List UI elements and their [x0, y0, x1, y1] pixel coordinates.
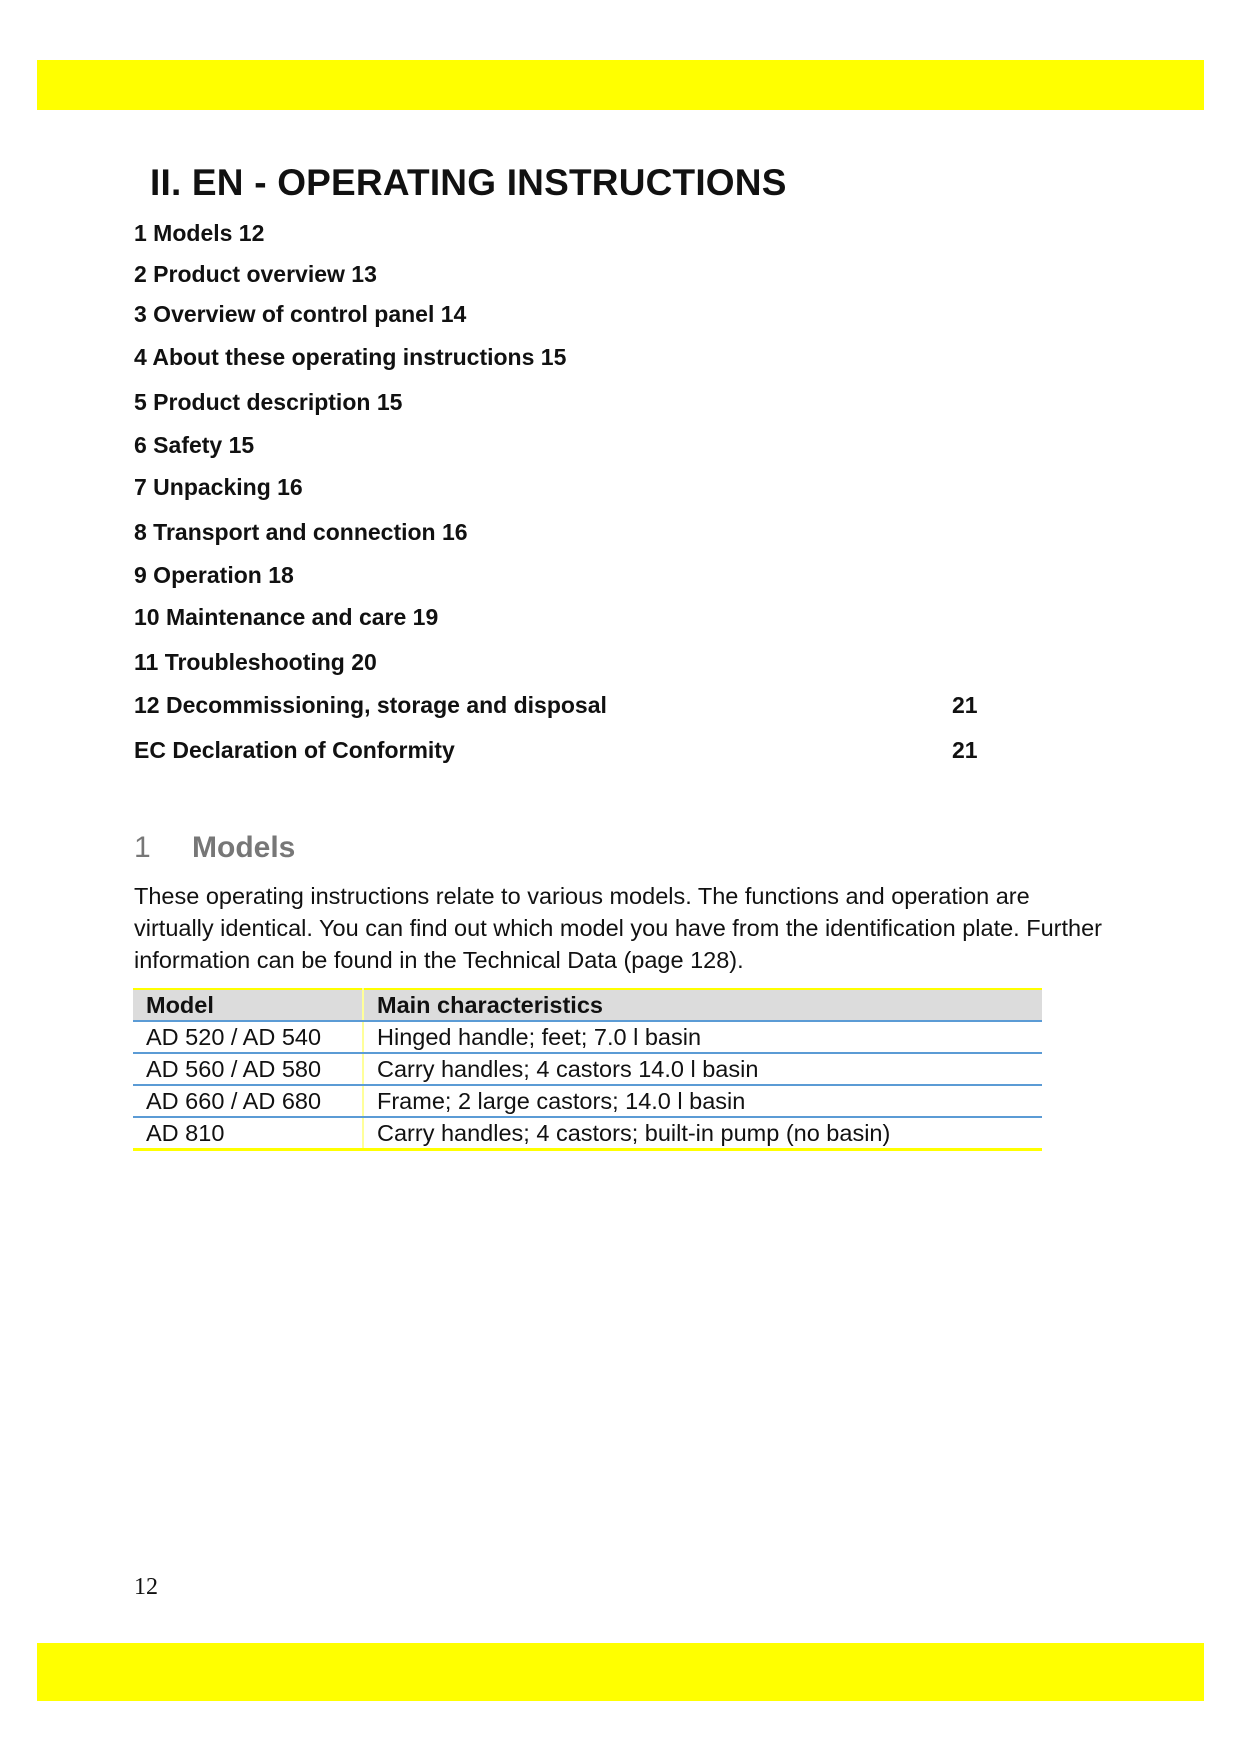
- table-cell-model: AD 560 / AD 580: [133, 1053, 363, 1085]
- toc-entry-text: 7 Unpacking 16: [134, 474, 303, 500]
- section-number: 1: [134, 831, 151, 864]
- toc-entry-text: 12 Decommissioning, storage and disposal: [134, 692, 607, 718]
- toc-entry-ec-declaration[interactable]: [134, 735, 1004, 765]
- toc-entry-text: 9 Operation 18: [134, 562, 294, 588]
- table-cell-characteristics: Carry handles; 4 castors; built-in pump (no basin): [363, 1117, 1042, 1150]
- page-number: 12: [134, 1574, 158, 1600]
- document-title: II. EN - OPERATING INSTRUCTIONS: [150, 162, 787, 203]
- toc-entry-text: 6 Safety 15: [134, 432, 255, 458]
- top-yellow-band: [37, 60, 1204, 110]
- toc-entry-page: 21: [952, 737, 978, 763]
- toc-entry-maintenance[interactable]: [134, 602, 1004, 632]
- table-row: [133, 1117, 1042, 1150]
- toc-entry-text: 1 Models 12: [134, 220, 265, 246]
- table-row: [133, 1053, 1042, 1085]
- toc-entry-text: 8 Transport and connection 16: [134, 519, 468, 545]
- toc-entry-troubleshooting[interactable]: [134, 647, 1004, 677]
- section-body-text: These operating instructions relate to various models. The functions and operation are virtually identical. You can find out which model you have from the identification plate. Further information can be found in the Technical Data (page 128).: [134, 883, 1102, 973]
- bottom-yellow-band: [37, 1643, 1204, 1701]
- table-cell-characteristics: Frame; 2 large castors; 14.0 l basin: [363, 1085, 1042, 1117]
- toc-entry-models[interactable]: [134, 218, 1004, 248]
- section-heading-models: [134, 830, 295, 866]
- table-row: [133, 1021, 1042, 1053]
- toc-entry-operation[interactable]: [134, 560, 1004, 590]
- toc-entry-product-overview[interactable]: [134, 259, 1004, 289]
- toc-entry-text: 2 Product overview 13: [134, 261, 377, 287]
- toc-entry-text: 3 Overview of control panel 14: [134, 301, 467, 327]
- table-cell-model: AD 520 / AD 540: [133, 1021, 363, 1053]
- toc-entry-page: 21: [952, 692, 978, 718]
- toc-entry-text: 11 Troubleshooting 20: [134, 649, 377, 675]
- section-title: Models: [192, 831, 296, 864]
- table-header-model: Model: [133, 989, 363, 1021]
- toc-entry-control-panel[interactable]: [134, 299, 1004, 329]
- toc-entry-transport[interactable]: [134, 517, 1004, 547]
- table-cell-model: AD 810: [133, 1117, 363, 1150]
- toc-entry-text: EC Declaration of Conformity: [134, 737, 455, 763]
- table-cell-characteristics: Hinged handle; feet; 7.0 l basin: [363, 1021, 1042, 1053]
- toc-entry-text: 4 About these operating instructions 15: [134, 344, 567, 370]
- toc-entry-product-description[interactable]: [134, 387, 1004, 417]
- toc-entry-decommissioning[interactable]: [134, 690, 1004, 720]
- table-row: [133, 1085, 1042, 1117]
- toc-entry-unpacking[interactable]: [134, 472, 1004, 502]
- table-header-row: [133, 989, 1042, 1021]
- toc-entry-text: 10 Maintenance and care 19: [134, 604, 439, 630]
- toc-entry-text: 5 Product description 15: [134, 389, 403, 415]
- toc-entry-about-instructions[interactable]: [134, 342, 1004, 372]
- toc-entry-safety[interactable]: [134, 430, 1004, 460]
- table-cell-model: AD 660 / AD 680: [133, 1085, 363, 1117]
- models-table: [133, 988, 1042, 1151]
- table-header-characteristics: Main characteristics: [363, 989, 1042, 1021]
- table-cell-characteristics: Carry handles; 4 castors 14.0 l basin: [363, 1053, 1042, 1085]
